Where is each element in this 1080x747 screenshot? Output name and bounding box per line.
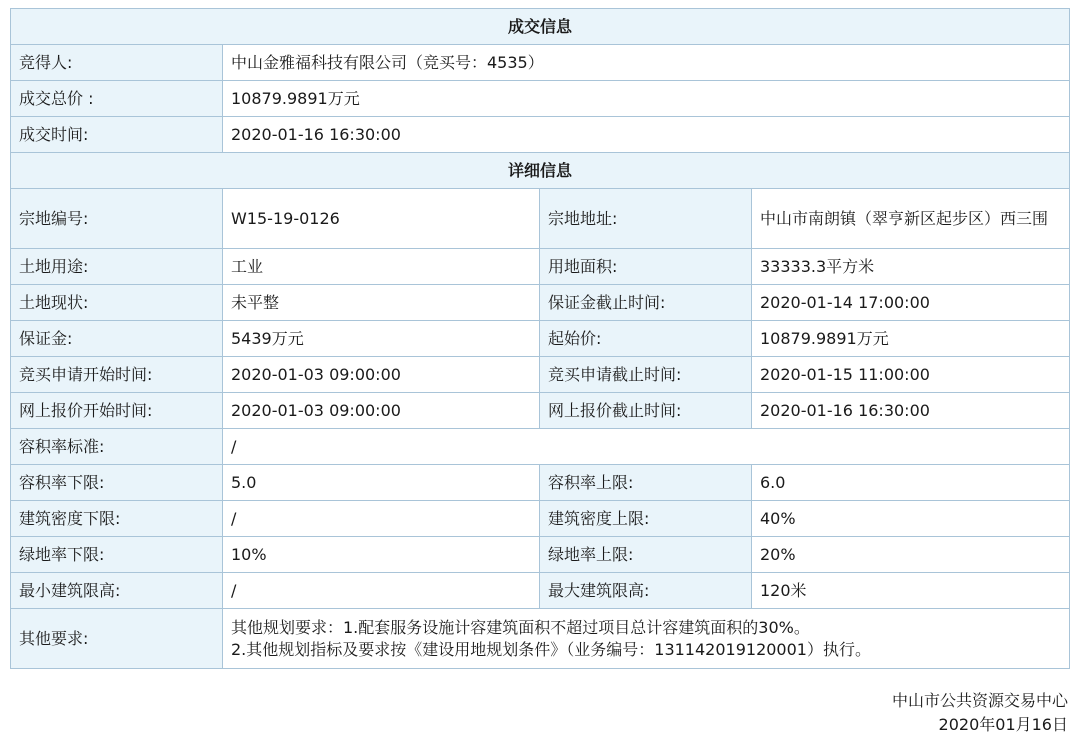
apply-start-label: 竞买申请开始时间: (11, 357, 223, 393)
density-min-value: / (223, 501, 540, 537)
far-min-value: 5.0 (223, 465, 540, 501)
parcel-no-label: 宗地编号: (11, 189, 223, 249)
issue-date: 2020年01月16日 (938, 715, 1068, 734)
issuer-name: 中山市公共资源交易中心 (891, 691, 1068, 710)
height-max-value: 120米 (752, 573, 1070, 609)
land-use-value: 工业 (223, 249, 540, 285)
height-min-value: / (223, 573, 540, 609)
green-rate-max-value: 20% (752, 537, 1070, 573)
far-standard-label: 容积率标准: (11, 429, 223, 465)
land-status-value: 未平整 (223, 285, 540, 321)
land-transaction-table (10, 8, 1070, 669)
far-min-label: 容积率下限: (11, 465, 223, 501)
green-rate-min-value: 10% (223, 537, 540, 573)
parcel-address-value: 中山市南朗镇（翠亨新区起步区）西三围 (752, 189, 1070, 249)
far-standard-value: / (223, 429, 1070, 465)
parcel-no-value: W15-19-0126 (223, 189, 540, 249)
apply-end-label: 竞买申请截止时间: (540, 357, 752, 393)
apply-end-value: 2020-01-15 11:00:00 (752, 357, 1070, 393)
height-max-label: 最大建筑限高: (540, 573, 752, 609)
deposit-value: 5439万元 (223, 321, 540, 357)
parcel-address-label: 宗地地址: (540, 189, 752, 249)
start-price-value: 10879.9891万元 (752, 321, 1070, 357)
online-bid-start-value: 2020-01-03 09:00:00 (223, 393, 540, 429)
land-area-label: 用地面积: (540, 249, 752, 285)
online-bid-end-value: 2020-01-16 16:30:00 (752, 393, 1070, 429)
detail-info-heading: 详细信息 (11, 153, 1070, 189)
winner-label: 竞得人: (11, 45, 223, 81)
green-rate-min-label: 绿地率下限: (11, 537, 223, 573)
online-bid-end-label: 网上报价截止时间: (540, 393, 752, 429)
deal-time-label: 成交时间: (11, 117, 223, 153)
height-min-label: 最小建筑限高: (11, 573, 223, 609)
deposit-deadline-value: 2020-01-14 17:00:00 (752, 285, 1070, 321)
other-requirements-line-2: 2.其他规划指标及要求按《建设用地规划条件》（业务编号：131142019120001）执行。 (231, 639, 871, 659)
density-min-label: 建筑密度下限: (11, 501, 223, 537)
deal-info-heading: 成交信息 (11, 9, 1070, 45)
deposit-label: 保证金: (11, 321, 223, 357)
land-area-value: 33333.3平方米 (752, 249, 1070, 285)
other-requirements-label: 其他要求: (11, 609, 223, 669)
land-use-label: 土地用途: (11, 249, 223, 285)
deposit-deadline-label: 保证金截止时间: (540, 285, 752, 321)
land-status-label: 土地现状: (11, 285, 223, 321)
total-price-label: 成交总价 : (11, 81, 223, 117)
deal-time-value: 2020-01-16 16:30:00 (223, 117, 1070, 153)
winner-value: 中山金雅福科技有限公司（竞买号：4535） (223, 45, 1070, 81)
apply-start-value: 2020-01-03 09:00:00 (223, 357, 540, 393)
online-bid-start-label: 网上报价开始时间: (11, 393, 223, 429)
density-max-value: 40% (752, 501, 1070, 537)
far-max-value: 6.0 (752, 465, 1070, 501)
density-max-label: 建筑密度上限: (540, 501, 752, 537)
far-max-label: 容积率上限: (540, 465, 752, 501)
start-price-label: 起始价: (540, 321, 752, 357)
total-price-value: 10879.9891万元 (223, 81, 1070, 117)
other-requirements-value (223, 609, 1070, 669)
green-rate-max-label: 绿地率上限: (540, 537, 752, 573)
other-requirements-line-1: 其他规划要求：1.配套服务设施计容建筑面积不超过项目总计容建筑面积的30%。 (231, 617, 810, 637)
